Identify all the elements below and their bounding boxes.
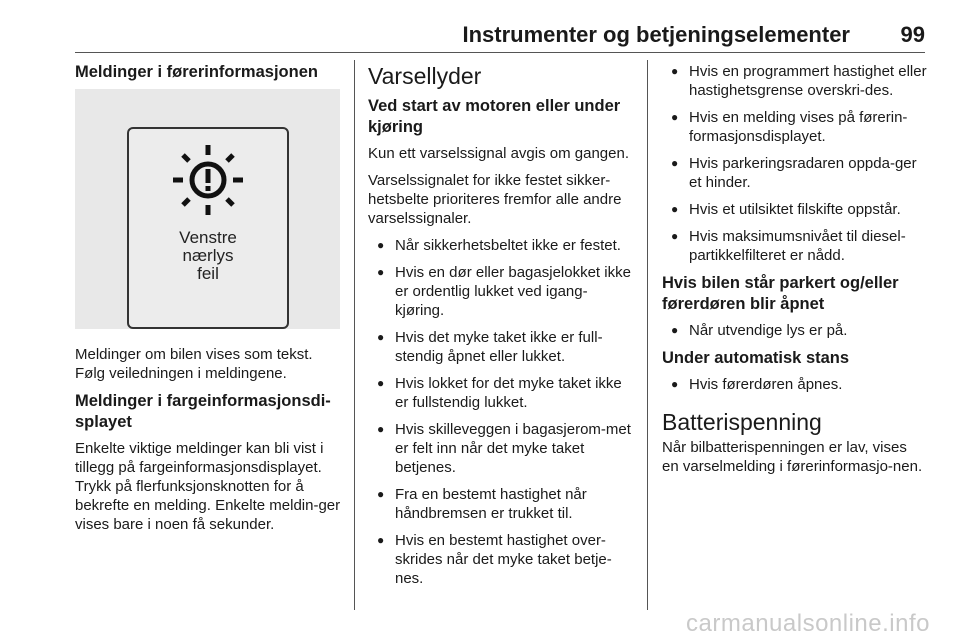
list-item: ● Når sikkerhetsbeltet ikke er festet.	[368, 236, 634, 255]
page-header	[75, 0, 925, 53]
bullet-list	[368, 236, 634, 588]
watermark: carmanualsonline.info	[686, 610, 930, 637]
list-item: ● Hvis lokket for det myke taket ikke er fullstendig lukket.	[368, 374, 634, 412]
list-item: ● Hvis maksimumsnivået til diesel-partikkelfilteret er nådd.	[662, 227, 927, 265]
paragraph: Varselssignalet for ikke festet sikker-hetsbelte prioriteres fremfor alle andre varselssignaler.	[368, 172, 622, 227]
display-line: feil	[197, 264, 219, 283]
page-number: 99	[900, 22, 925, 47]
paragraph: Når bilbatterispenningen er lav, vises en varselmelding i førerinformasjo-nen.	[662, 439, 923, 475]
bullet-list	[662, 321, 927, 340]
paragraph: Enkelte viktige meldinger kan bli vist i tillegg på fargeinformasjonsdisplayet. Trykk på flerfunksjonsknotten for å bekrefte en melding. Enkelte meldin-ger vises bare i noen få sekunder.	[75, 440, 341, 533]
display-message	[129, 229, 287, 283]
list-item: ● Hvis parkeringsradaren oppda-ger et hinder.	[662, 154, 927, 192]
list-item: ● Hvis et utilsiktet filskifte oppstår.	[662, 200, 927, 219]
column-middle	[368, 62, 634, 596]
display-illustration	[75, 89, 340, 329]
heading-driver-info-messages: Meldinger i førerinformasjonen	[75, 63, 318, 81]
list-item: ● Hvis skilleveggen i bagasjerom-met er felt inn når det myke taket betjenes.	[368, 420, 634, 477]
column-left	[75, 62, 343, 542]
list-item: ● Hvis førerdøren åpnes.	[662, 375, 927, 394]
list-item: ● Hvis en melding vises på førerin-formasjonsdisplayet.	[662, 108, 927, 146]
heading-parked: Hvis bilen står parkert og/eller førerdøren blir åpnet	[662, 274, 899, 313]
list-item: ● Hvis en dør eller bagasjelokket ikke er ordentlig lukket ved igang-kjøring.	[368, 263, 634, 320]
section-title: Instrumenter og betjeningselementer	[462, 22, 850, 47]
list-item: ● Hvis en bestemt hastighet over-skrides når det myke taket betje-nes.	[368, 531, 634, 588]
subheading-engine-start: Ved start av motoren eller under kjøring	[368, 97, 621, 136]
paragraph: Kun ett varselssignal avgis om gangen.	[368, 145, 629, 162]
list-item: ● Hvis det myke taket ikke er full-stendig åpnet eller lukket.	[368, 328, 634, 366]
column-right	[662, 62, 927, 484]
heading-autostop: Under automatisk stans	[662, 349, 850, 367]
heading-color-display-messages: Meldinger i fargeinformasjonsdi-splayet	[75, 392, 331, 431]
heading-battery-voltage: Batterispenning	[662, 409, 822, 435]
list-item: ● Hvis en programmert hastighet eller hastighetsgrense overskri-des.	[662, 62, 927, 100]
column-divider	[354, 60, 355, 610]
bullet-list	[662, 375, 927, 394]
paragraph: Meldinger om bilen vises som tekst. Følg veiledningen i meldingene.	[75, 346, 313, 382]
list-item: ● Fra en bestemt hastighet når håndbremsen er trukket til.	[368, 485, 634, 523]
column-divider	[647, 60, 648, 610]
heading-warning-chimes: Varsellyder	[368, 63, 482, 89]
display-screen	[127, 127, 289, 329]
display-line: Venstre	[179, 228, 237, 247]
bullet-list	[662, 62, 927, 265]
list-item: ● Når utvendige lys er på.	[662, 321, 927, 340]
exterior-light-fault-icon	[171, 143, 245, 217]
display-line: nærlys	[182, 246, 234, 265]
